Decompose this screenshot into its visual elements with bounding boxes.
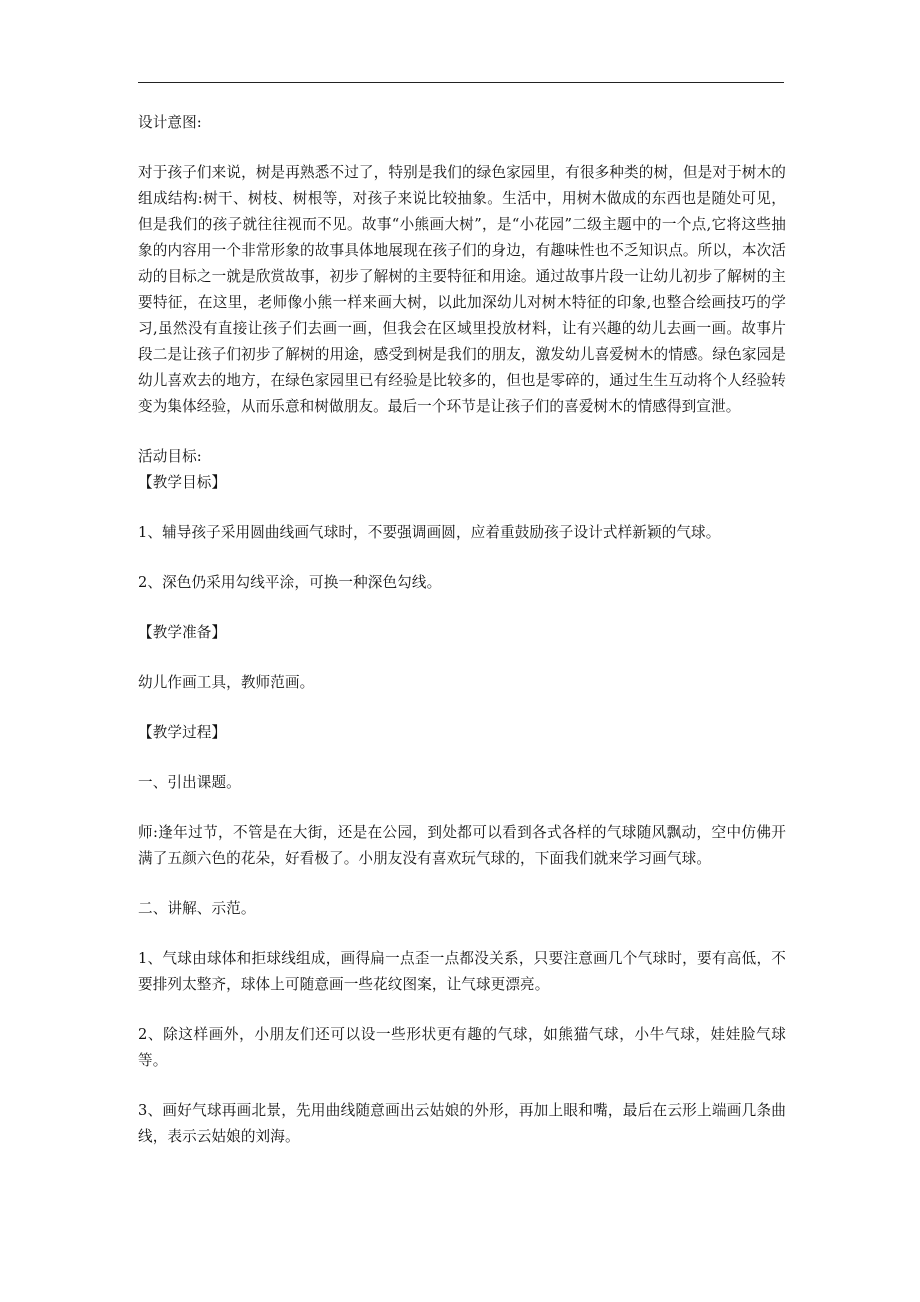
process-step-2-item-3: 3、画好气球再画北景，先用曲线随意画出云姑娘的外形，再加上眼和嘴，最后在云形上端画几条曲线，表示云姑娘的刘海。: [138, 1102, 786, 1145]
document-body: [138, 110, 786, 1150]
preparation-text: 幼儿作画工具，教师范画。: [138, 674, 315, 691]
heading-design-intent: 设计意图:: [138, 114, 202, 131]
header-rule: [138, 82, 784, 83]
goal-item-2: 2、深色仍采用勾线平涂，可换一种深色勾线。: [138, 574, 442, 591]
process-step-2-title: 二、讲解、示范。: [138, 900, 256, 917]
heading-activity-goals: 活动目标:: [138, 448, 202, 465]
heading-teaching-goals: 【教学目标】: [138, 474, 227, 491]
paragraph-design-intent: 对于孩子们来说，树是再熟悉不过了，特别是我们的绿色家园里，有很多种类的树，但是对于树木的组成结构:树干、树枝、树根等，对孩子来说比较抽象。生活中，用树木做成的东西也是随处可见，但是我们的孩子就往往视而不见。故事“小熊画大树”，是“小花园”二级主题中的一个点,它将这些抽象的内容用一个非常形象的故事具体地展现在孩子们的身边，有趣味性也不乏知识点。所以，本次活动的目标之一就是欣赏故事，初步了解树的主要特征和用途。通过故事片段一让幼儿初步了解树的主要特征，在这里，老师像小熊一样来画大树，以此加深幼儿对树木特征的印象,也整合绘画技巧的学习,虽然没有直接让孩子们去画一画，但我会在区域里投放材料，让有兴趣的幼儿去画一画。故事片段二是让孩子们初步了解树的用途，感受到树是我们的朋友，激发幼儿喜爱树木的情感。绿色家园是幼儿喜欢去的地方，在绿色家园里已有经验是比较多的，但也是零碎的，通过生生互动将个人经验转变为集体经验，从而乐意和树做朋友。最后一个环节是让孩子们的喜爱树木的情感得到宣泄。: [138, 164, 786, 415]
goal-item-1: 1、辅导孩子采用圆曲线画气球时，不要强调画圆，应着重鼓励孩子设计式样新颖的气球。: [138, 524, 721, 541]
process-step-2-item-1: 1、气球由球体和拒球线组成，画得扁一点歪一点都没关系，只要注意画几个气球时，要有高低，不要排列太整齐，球体上可随意画一些花纹图案，让气球更漂亮。: [138, 950, 786, 993]
process-step-1-text: 师:逢年过节，不管是在大街，还是在公园，到处都可以看到各式各样的气球随风飘动，空中仿佛开满了五颜六色的花朵，好看极了。小朋友没有喜欢玩气球的，下面我们就来学习画气球。: [138, 824, 786, 867]
process-step-1-title: 一、引出课题。: [138, 774, 241, 791]
process-step-2-item-2: 2、除这样画外，小朋友们还可以设一些形状更有趣的气球，如熊猫气球，小牛气球，娃娃脸气球等。: [138, 1026, 786, 1069]
heading-teaching-preparation: 【教学准备】: [138, 624, 227, 641]
heading-teaching-process: 【教学过程】: [138, 724, 227, 741]
